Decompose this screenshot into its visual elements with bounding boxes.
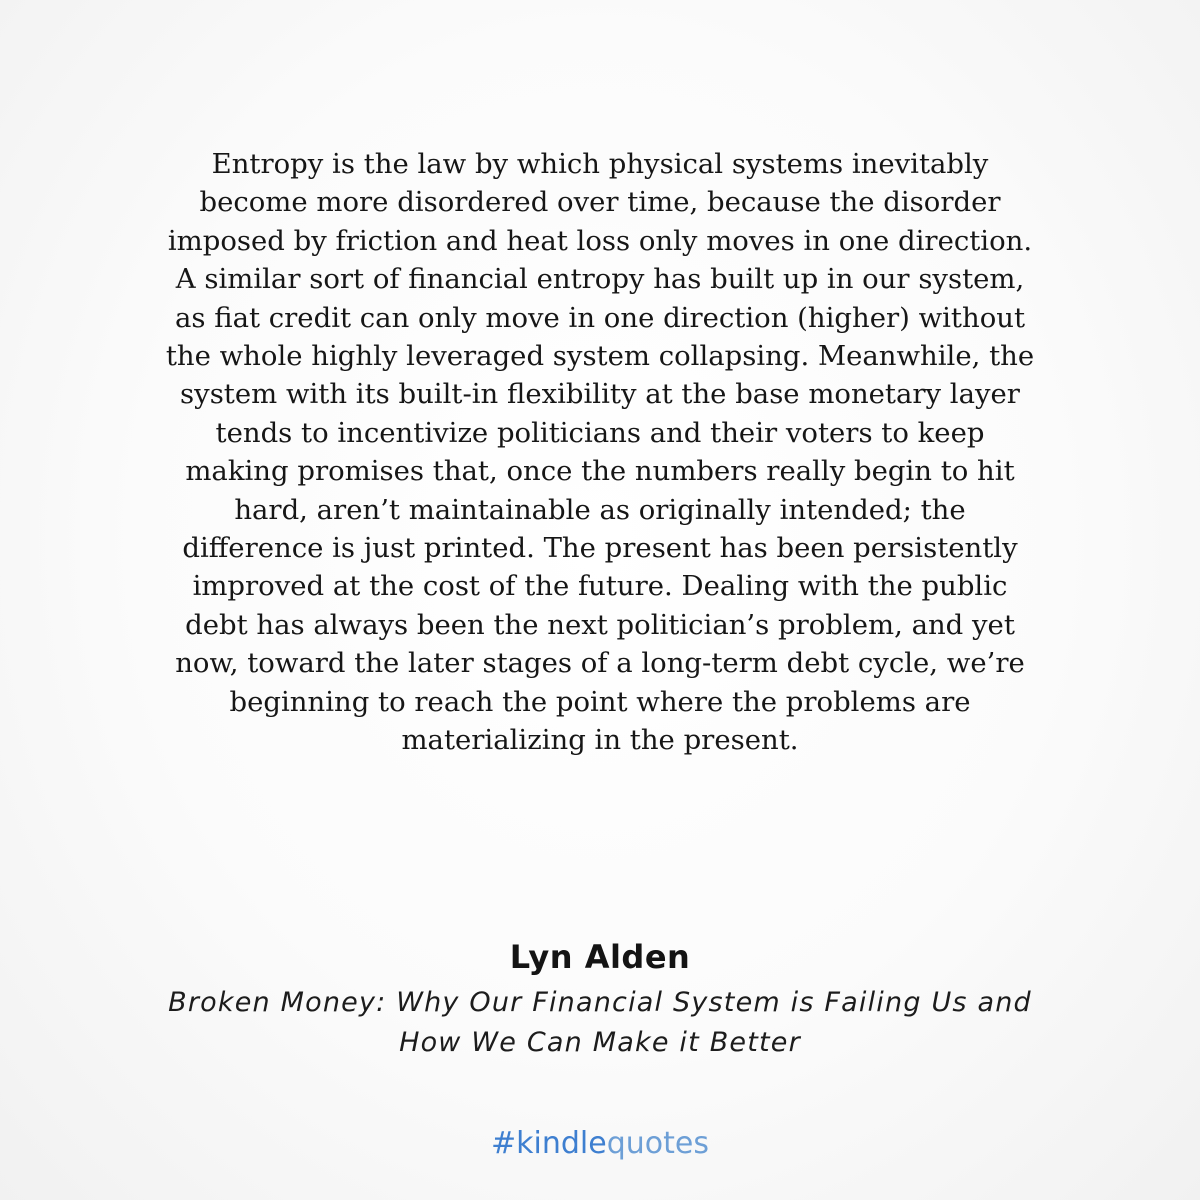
quote-line: now, toward the later stages of a long-term debt cycle, we’re <box>175 647 1025 680</box>
book-title <box>60 983 1140 1063</box>
quote-line: difference is just printed. The present has been persistently <box>182 532 1018 565</box>
quote-line: as fiat credit can only move in one direction (higher) without <box>174 301 1026 334</box>
quote-line: Entropy is the law by which physical systems inevitably <box>211 148 989 180</box>
quote-line: become more disordered over time, because the disorder <box>199 186 1001 219</box>
quote-line: debt has always been the next politician’s problem, and yet <box>185 608 1015 641</box>
quote-line: improved at the cost of the future. Dealing with the public <box>192 570 1008 603</box>
book-title-line: Broken Money: Why Our Financial System is Failing Us and <box>168 987 1032 1018</box>
quote-line: A similar sort of financial entropy has built up in our system, <box>175 263 1025 296</box>
quote-author: Lyn Alden <box>509 938 691 976</box>
quote-line: tends to incentivize politicians and their voters to keep <box>215 416 985 449</box>
quote-line: the whole highly leveraged system collapsing. Meanwhile, the <box>165 340 1035 373</box>
kindlequotes-hashtag <box>0 1124 1200 1164</box>
quote-line: beginning to reach the point where the problems are <box>229 685 971 718</box>
quote-line: system with its built-in flexibility at the base monetary layer <box>180 378 1020 411</box>
quote-text <box>60 145 1140 760</box>
quote-line: hard, aren’t maintainable as originally intended; the <box>234 493 966 526</box>
hashtag-prefix: #kindle <box>491 1126 607 1161</box>
quote-line: materializing in the present. <box>401 724 799 757</box>
book-title-line: How We Can Make it Better <box>399 1027 801 1058</box>
quote-line: making promises that, once the numbers really begin to hit <box>185 455 1015 488</box>
hashtag-suffix: quotes <box>606 1126 709 1161</box>
quote-line: imposed by friction and heat loss only moves in one direction. <box>167 224 1033 257</box>
